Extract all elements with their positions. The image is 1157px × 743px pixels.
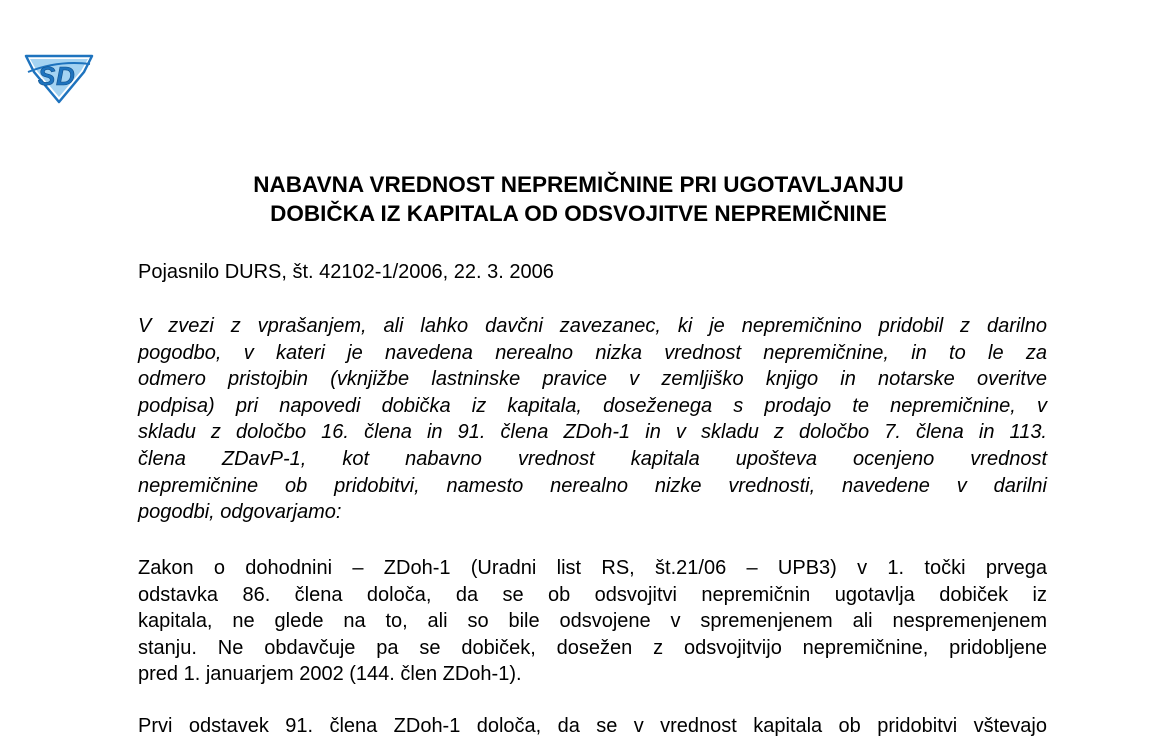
- sd-logo: [22, 50, 96, 104]
- paragraph-line: Zakon o dohodnini – ZDoh-1 (Uradni list RS, št.21/06 – UPB3) v 1. točki prvega: [138, 557, 1047, 579]
- law-paragraph: [138, 555, 1047, 688]
- sd-shield-logo-icon: [22, 50, 96, 104]
- paragraph-line: podpisa) pri napovedi dobička iz kapitala, doseženega s prodajo te nepremičnine, v: [138, 394, 1047, 417]
- paragraph-line: odmero pristojbin (vknjižbe lastninske pravice v zemljiško knjigo in notarske overitve: [138, 368, 1047, 391]
- paragraph-line: nepremičnine ob pridobitvi, namesto nerealno nizke vrednosti, navedene v darilni: [138, 474, 1047, 497]
- document-title: [0, 170, 1157, 228]
- paragraph-line: odstavka 86. člena določa, da se ob odsvojitvi nepremičnin ugotavlja dobiček iz: [138, 583, 1047, 606]
- paragraph-line: skladu z določbo 16. člena in 91. člena ZDoh-1 in v skladu z določbo 7. člena in 113.: [138, 421, 1047, 444]
- document-reference: Pojasnilo DURS, št. 42102-1/2006, 22. 3. 2006: [138, 261, 554, 283]
- second-paragraph: [138, 713, 1047, 740]
- paragraph-line: pred 1. januarjem 2002 (144. člen ZDoh-1).: [138, 663, 522, 686]
- question-paragraph: [138, 313, 1047, 526]
- paragraph-line: Prvi odstavek 91. člena ZDoh-1 določa, da se v vrednost kapitala ob pridobitvi vštevajo: [138, 715, 1047, 737]
- paragraph-line: člena ZDavP-1, kot nabavno vrednost kapitala upošteva ocenjeno vrednost: [138, 447, 1047, 470]
- paragraph-line: pogodbi, odgovarjamo:: [138, 501, 342, 524]
- title-line-2: DOBIČKA IZ KAPITALA OD ODSVOJITVE NEPREMIČNINE: [270, 201, 887, 226]
- title-line-1: NABAVNA VREDNOST NEPREMIČNINE PRI UGOTAVLJANJU: [253, 172, 904, 197]
- svg-text:D: D: [56, 61, 75, 91]
- paragraph-line: V zvezi z vprašanjem, ali lahko davčni zavezanec, ki je nepremičnino pridobil z darilno: [138, 315, 1047, 337]
- paragraph-line: kapitala, ne glede na to, ali so bile odsvojene v spremenjenem ali nespremenjenem: [138, 610, 1047, 633]
- paragraph-line: stanju. Ne obdavčuje pa se dobiček, dosežen z odsvojitvijo nepremičnine, pridobljene: [138, 636, 1047, 659]
- paragraph-line: pogodbo, v kateri je navedena nerealno nizka vrednost nepremičnine, in to le za: [138, 341, 1047, 364]
- svg-text:S: S: [38, 61, 56, 91]
